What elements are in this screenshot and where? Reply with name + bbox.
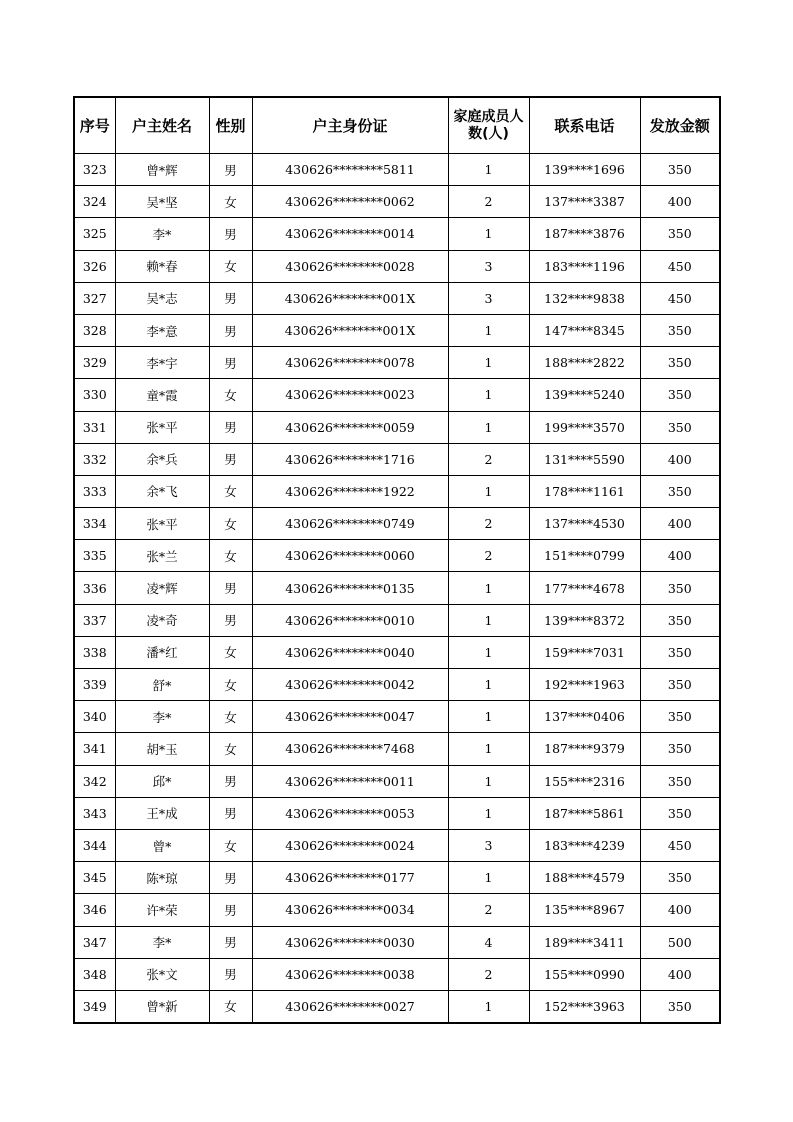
table-row bbox=[74, 572, 720, 604]
cell-phone: 159****7031 bbox=[529, 636, 640, 668]
cell-id-number: 430626********0027 bbox=[252, 990, 448, 1023]
cell-family-members: 4 bbox=[448, 926, 529, 958]
cell-id-number: 430626********1922 bbox=[252, 475, 448, 507]
table-row bbox=[74, 733, 720, 765]
table-row bbox=[74, 443, 720, 475]
table-row bbox=[74, 958, 720, 990]
cell-id-number: 430626********5811 bbox=[252, 154, 448, 186]
cell-householder-name: 曾*辉 bbox=[115, 154, 209, 186]
cell-gender: 女 bbox=[209, 540, 252, 572]
cell-family-members: 2 bbox=[448, 958, 529, 990]
cell-id-number: 430626********0028 bbox=[252, 250, 448, 282]
header-phone: 联系电话 bbox=[529, 97, 640, 154]
cell-gender: 女 bbox=[209, 636, 252, 668]
cell-phone: 155****2316 bbox=[529, 765, 640, 797]
cell-phone: 188****2822 bbox=[529, 347, 640, 379]
header-id-number: 户主身份证 bbox=[252, 97, 448, 154]
cell-phone: 155****0990 bbox=[529, 958, 640, 990]
cell-householder-name: 李* bbox=[115, 218, 209, 250]
cell-phone: 152****3963 bbox=[529, 990, 640, 1023]
cell-family-members: 1 bbox=[448, 218, 529, 250]
table-row bbox=[74, 894, 720, 926]
cell-index: 346 bbox=[74, 894, 115, 926]
cell-householder-name: 童*霞 bbox=[115, 379, 209, 411]
cell-gender: 女 bbox=[209, 829, 252, 861]
cell-householder-name: 潘*红 bbox=[115, 636, 209, 668]
cell-amount: 350 bbox=[640, 669, 720, 701]
cell-amount: 350 bbox=[640, 636, 720, 668]
cell-householder-name: 李*宇 bbox=[115, 347, 209, 379]
cell-family-members: 2 bbox=[448, 508, 529, 540]
cell-id-number: 430626********0040 bbox=[252, 636, 448, 668]
cell-gender: 女 bbox=[209, 990, 252, 1023]
header-family-members: 家庭成员人数(人) bbox=[448, 97, 529, 154]
cell-phone: 131****5590 bbox=[529, 443, 640, 475]
table-header bbox=[74, 97, 720, 154]
table-row bbox=[74, 411, 720, 443]
table-row bbox=[74, 540, 720, 572]
cell-index: 326 bbox=[74, 250, 115, 282]
table-row bbox=[74, 636, 720, 668]
cell-amount: 400 bbox=[640, 894, 720, 926]
cell-index: 340 bbox=[74, 701, 115, 733]
table-row bbox=[74, 926, 720, 958]
table-row bbox=[74, 669, 720, 701]
cell-id-number: 430626********0023 bbox=[252, 379, 448, 411]
cell-id-number: 430626********0062 bbox=[252, 186, 448, 218]
cell-index: 348 bbox=[74, 958, 115, 990]
cell-index: 325 bbox=[74, 218, 115, 250]
cell-householder-name: 曾* bbox=[115, 829, 209, 861]
cell-id-number: 430626********001X bbox=[252, 314, 448, 346]
cell-index: 337 bbox=[74, 604, 115, 636]
cell-index: 327 bbox=[74, 282, 115, 314]
cell-family-members: 1 bbox=[448, 572, 529, 604]
cell-id-number: 430626********0053 bbox=[252, 797, 448, 829]
cell-phone: 147****8345 bbox=[529, 314, 640, 346]
cell-householder-name: 李*意 bbox=[115, 314, 209, 346]
cell-family-members: 1 bbox=[448, 765, 529, 797]
cell-index: 334 bbox=[74, 508, 115, 540]
cell-family-members: 2 bbox=[448, 894, 529, 926]
cell-householder-name: 舒* bbox=[115, 669, 209, 701]
cell-index: 333 bbox=[74, 475, 115, 507]
cell-amount: 350 bbox=[640, 990, 720, 1023]
cell-phone: 187****9379 bbox=[529, 733, 640, 765]
cell-index: 343 bbox=[74, 797, 115, 829]
cell-amount: 350 bbox=[640, 218, 720, 250]
cell-id-number: 430626********0135 bbox=[252, 572, 448, 604]
cell-householder-name: 王*成 bbox=[115, 797, 209, 829]
cell-family-members: 1 bbox=[448, 701, 529, 733]
cell-index: 331 bbox=[74, 411, 115, 443]
cell-id-number: 430626********0060 bbox=[252, 540, 448, 572]
table-row bbox=[74, 797, 720, 829]
cell-phone: 132****9838 bbox=[529, 282, 640, 314]
cell-amount: 350 bbox=[640, 314, 720, 346]
cell-amount: 500 bbox=[640, 926, 720, 958]
cell-index: 335 bbox=[74, 540, 115, 572]
cell-gender: 男 bbox=[209, 154, 252, 186]
cell-gender: 男 bbox=[209, 411, 252, 443]
table-row bbox=[74, 379, 720, 411]
cell-id-number: 430626********0177 bbox=[252, 862, 448, 894]
cell-family-members: 1 bbox=[448, 669, 529, 701]
cell-gender: 女 bbox=[209, 733, 252, 765]
roster-table bbox=[73, 96, 721, 1024]
cell-householder-name: 陈*琼 bbox=[115, 862, 209, 894]
cell-phone: 137****4530 bbox=[529, 508, 640, 540]
cell-phone: 187****3876 bbox=[529, 218, 640, 250]
cell-phone: 177****4678 bbox=[529, 572, 640, 604]
cell-family-members: 1 bbox=[448, 862, 529, 894]
cell-family-members: 1 bbox=[448, 314, 529, 346]
cell-id-number: 430626********0038 bbox=[252, 958, 448, 990]
cell-index: 336 bbox=[74, 572, 115, 604]
table-row bbox=[74, 186, 720, 218]
cell-householder-name: 邱* bbox=[115, 765, 209, 797]
cell-id-number: 430626********7468 bbox=[252, 733, 448, 765]
cell-amount: 350 bbox=[640, 765, 720, 797]
header-gender: 性别 bbox=[209, 97, 252, 154]
cell-householder-name: 赖*春 bbox=[115, 250, 209, 282]
cell-phone: 187****5861 bbox=[529, 797, 640, 829]
cell-family-members: 3 bbox=[448, 829, 529, 861]
table-row bbox=[74, 347, 720, 379]
table-row bbox=[74, 829, 720, 861]
cell-phone: 135****8967 bbox=[529, 894, 640, 926]
cell-amount: 350 bbox=[640, 604, 720, 636]
cell-householder-name: 凌*辉 bbox=[115, 572, 209, 604]
cell-gender: 女 bbox=[209, 250, 252, 282]
cell-amount: 450 bbox=[640, 282, 720, 314]
cell-amount: 350 bbox=[640, 733, 720, 765]
cell-householder-name: 胡*玉 bbox=[115, 733, 209, 765]
cell-gender: 男 bbox=[209, 894, 252, 926]
cell-id-number: 430626********0010 bbox=[252, 604, 448, 636]
cell-gender: 男 bbox=[209, 314, 252, 346]
cell-gender: 男 bbox=[209, 282, 252, 314]
cell-index: 349 bbox=[74, 990, 115, 1023]
cell-index: 329 bbox=[74, 347, 115, 379]
cell-householder-name: 许*荣 bbox=[115, 894, 209, 926]
cell-householder-name: 张*平 bbox=[115, 508, 209, 540]
cell-id-number: 430626********0034 bbox=[252, 894, 448, 926]
cell-householder-name: 曾*新 bbox=[115, 990, 209, 1023]
cell-index: 347 bbox=[74, 926, 115, 958]
table-row bbox=[74, 990, 720, 1023]
cell-amount: 350 bbox=[640, 797, 720, 829]
cell-phone: 137****0406 bbox=[529, 701, 640, 733]
header-amount: 发放金额 bbox=[640, 97, 720, 154]
table-row bbox=[74, 282, 720, 314]
cell-gender: 女 bbox=[209, 701, 252, 733]
cell-family-members: 1 bbox=[448, 797, 529, 829]
cell-amount: 350 bbox=[640, 701, 720, 733]
cell-index: 345 bbox=[74, 862, 115, 894]
cell-gender: 男 bbox=[209, 443, 252, 475]
cell-amount: 400 bbox=[640, 508, 720, 540]
cell-householder-name: 李* bbox=[115, 926, 209, 958]
cell-phone: 137****3387 bbox=[529, 186, 640, 218]
cell-gender: 男 bbox=[209, 572, 252, 604]
cell-index: 338 bbox=[74, 636, 115, 668]
cell-gender: 女 bbox=[209, 379, 252, 411]
cell-householder-name: 张*平 bbox=[115, 411, 209, 443]
cell-phone: 139****1696 bbox=[529, 154, 640, 186]
cell-householder-name: 张*兰 bbox=[115, 540, 209, 572]
cell-amount: 350 bbox=[640, 475, 720, 507]
cell-gender: 男 bbox=[209, 347, 252, 379]
cell-householder-name: 余*飞 bbox=[115, 475, 209, 507]
cell-family-members: 1 bbox=[448, 347, 529, 379]
cell-index: 328 bbox=[74, 314, 115, 346]
cell-amount: 350 bbox=[640, 411, 720, 443]
cell-index: 323 bbox=[74, 154, 115, 186]
cell-householder-name: 李* bbox=[115, 701, 209, 733]
cell-phone: 183****4239 bbox=[529, 829, 640, 861]
cell-index: 332 bbox=[74, 443, 115, 475]
header-index: 序号 bbox=[74, 97, 115, 154]
cell-id-number: 430626********0030 bbox=[252, 926, 448, 958]
cell-id-number: 430626********0078 bbox=[252, 347, 448, 379]
cell-family-members: 1 bbox=[448, 636, 529, 668]
cell-index: 341 bbox=[74, 733, 115, 765]
cell-phone: 183****1196 bbox=[529, 250, 640, 282]
cell-family-members: 2 bbox=[448, 186, 529, 218]
cell-family-members: 1 bbox=[448, 604, 529, 636]
cell-amount: 400 bbox=[640, 958, 720, 990]
header-row bbox=[74, 97, 720, 154]
cell-gender: 男 bbox=[209, 797, 252, 829]
table-row bbox=[74, 314, 720, 346]
cell-amount: 400 bbox=[640, 186, 720, 218]
cell-householder-name: 余*兵 bbox=[115, 443, 209, 475]
cell-index: 339 bbox=[74, 669, 115, 701]
cell-family-members: 3 bbox=[448, 250, 529, 282]
table-row bbox=[74, 218, 720, 250]
header-householder-name: 户主姓名 bbox=[115, 97, 209, 154]
cell-householder-name: 张*文 bbox=[115, 958, 209, 990]
cell-gender: 女 bbox=[209, 508, 252, 540]
cell-gender: 女 bbox=[209, 186, 252, 218]
cell-gender: 男 bbox=[209, 604, 252, 636]
cell-phone: 188****4579 bbox=[529, 862, 640, 894]
table-row bbox=[74, 765, 720, 797]
cell-amount: 350 bbox=[640, 154, 720, 186]
cell-householder-name: 吴*志 bbox=[115, 282, 209, 314]
cell-phone: 189****3411 bbox=[529, 926, 640, 958]
cell-gender: 男 bbox=[209, 926, 252, 958]
cell-gender: 男 bbox=[209, 958, 252, 990]
cell-householder-name: 凌*奇 bbox=[115, 604, 209, 636]
cell-id-number: 430626********0011 bbox=[252, 765, 448, 797]
table-row bbox=[74, 508, 720, 540]
cell-family-members: 1 bbox=[448, 733, 529, 765]
cell-family-members: 1 bbox=[448, 990, 529, 1023]
cell-family-members: 2 bbox=[448, 540, 529, 572]
cell-index: 342 bbox=[74, 765, 115, 797]
cell-id-number: 430626********0014 bbox=[252, 218, 448, 250]
cell-family-members: 1 bbox=[448, 154, 529, 186]
cell-id-number: 430626********0749 bbox=[252, 508, 448, 540]
cell-amount: 350 bbox=[640, 379, 720, 411]
cell-id-number: 430626********0024 bbox=[252, 829, 448, 861]
cell-family-members: 2 bbox=[448, 443, 529, 475]
cell-id-number: 430626********0059 bbox=[252, 411, 448, 443]
cell-gender: 女 bbox=[209, 475, 252, 507]
cell-id-number: 430626********0047 bbox=[252, 701, 448, 733]
cell-id-number: 430626********1716 bbox=[252, 443, 448, 475]
cell-amount: 350 bbox=[640, 862, 720, 894]
table-row bbox=[74, 154, 720, 186]
cell-phone: 199****3570 bbox=[529, 411, 640, 443]
cell-family-members: 1 bbox=[448, 411, 529, 443]
cell-family-members: 3 bbox=[448, 282, 529, 314]
cell-phone: 139****8372 bbox=[529, 604, 640, 636]
table-row bbox=[74, 604, 720, 636]
cell-gender: 男 bbox=[209, 765, 252, 797]
table-row bbox=[74, 475, 720, 507]
cell-family-members: 1 bbox=[448, 379, 529, 411]
cell-amount: 400 bbox=[640, 443, 720, 475]
cell-index: 344 bbox=[74, 829, 115, 861]
cell-index: 330 bbox=[74, 379, 115, 411]
cell-amount: 450 bbox=[640, 829, 720, 861]
table-row bbox=[74, 250, 720, 282]
cell-amount: 350 bbox=[640, 572, 720, 604]
cell-gender: 女 bbox=[209, 669, 252, 701]
table-row bbox=[74, 701, 720, 733]
cell-index: 324 bbox=[74, 186, 115, 218]
cell-amount: 400 bbox=[640, 540, 720, 572]
table-body bbox=[74, 154, 720, 1024]
cell-gender: 男 bbox=[209, 862, 252, 894]
cell-amount: 350 bbox=[640, 347, 720, 379]
cell-gender: 男 bbox=[209, 218, 252, 250]
cell-householder-name: 吴*坚 bbox=[115, 186, 209, 218]
table-row bbox=[74, 862, 720, 894]
cell-phone: 139****5240 bbox=[529, 379, 640, 411]
cell-id-number: 430626********001X bbox=[252, 282, 448, 314]
cell-amount: 450 bbox=[640, 250, 720, 282]
cell-phone: 192****1963 bbox=[529, 669, 640, 701]
cell-phone: 178****1161 bbox=[529, 475, 640, 507]
cell-family-members: 1 bbox=[448, 475, 529, 507]
cell-id-number: 430626********0042 bbox=[252, 669, 448, 701]
cell-phone: 151****0799 bbox=[529, 540, 640, 572]
